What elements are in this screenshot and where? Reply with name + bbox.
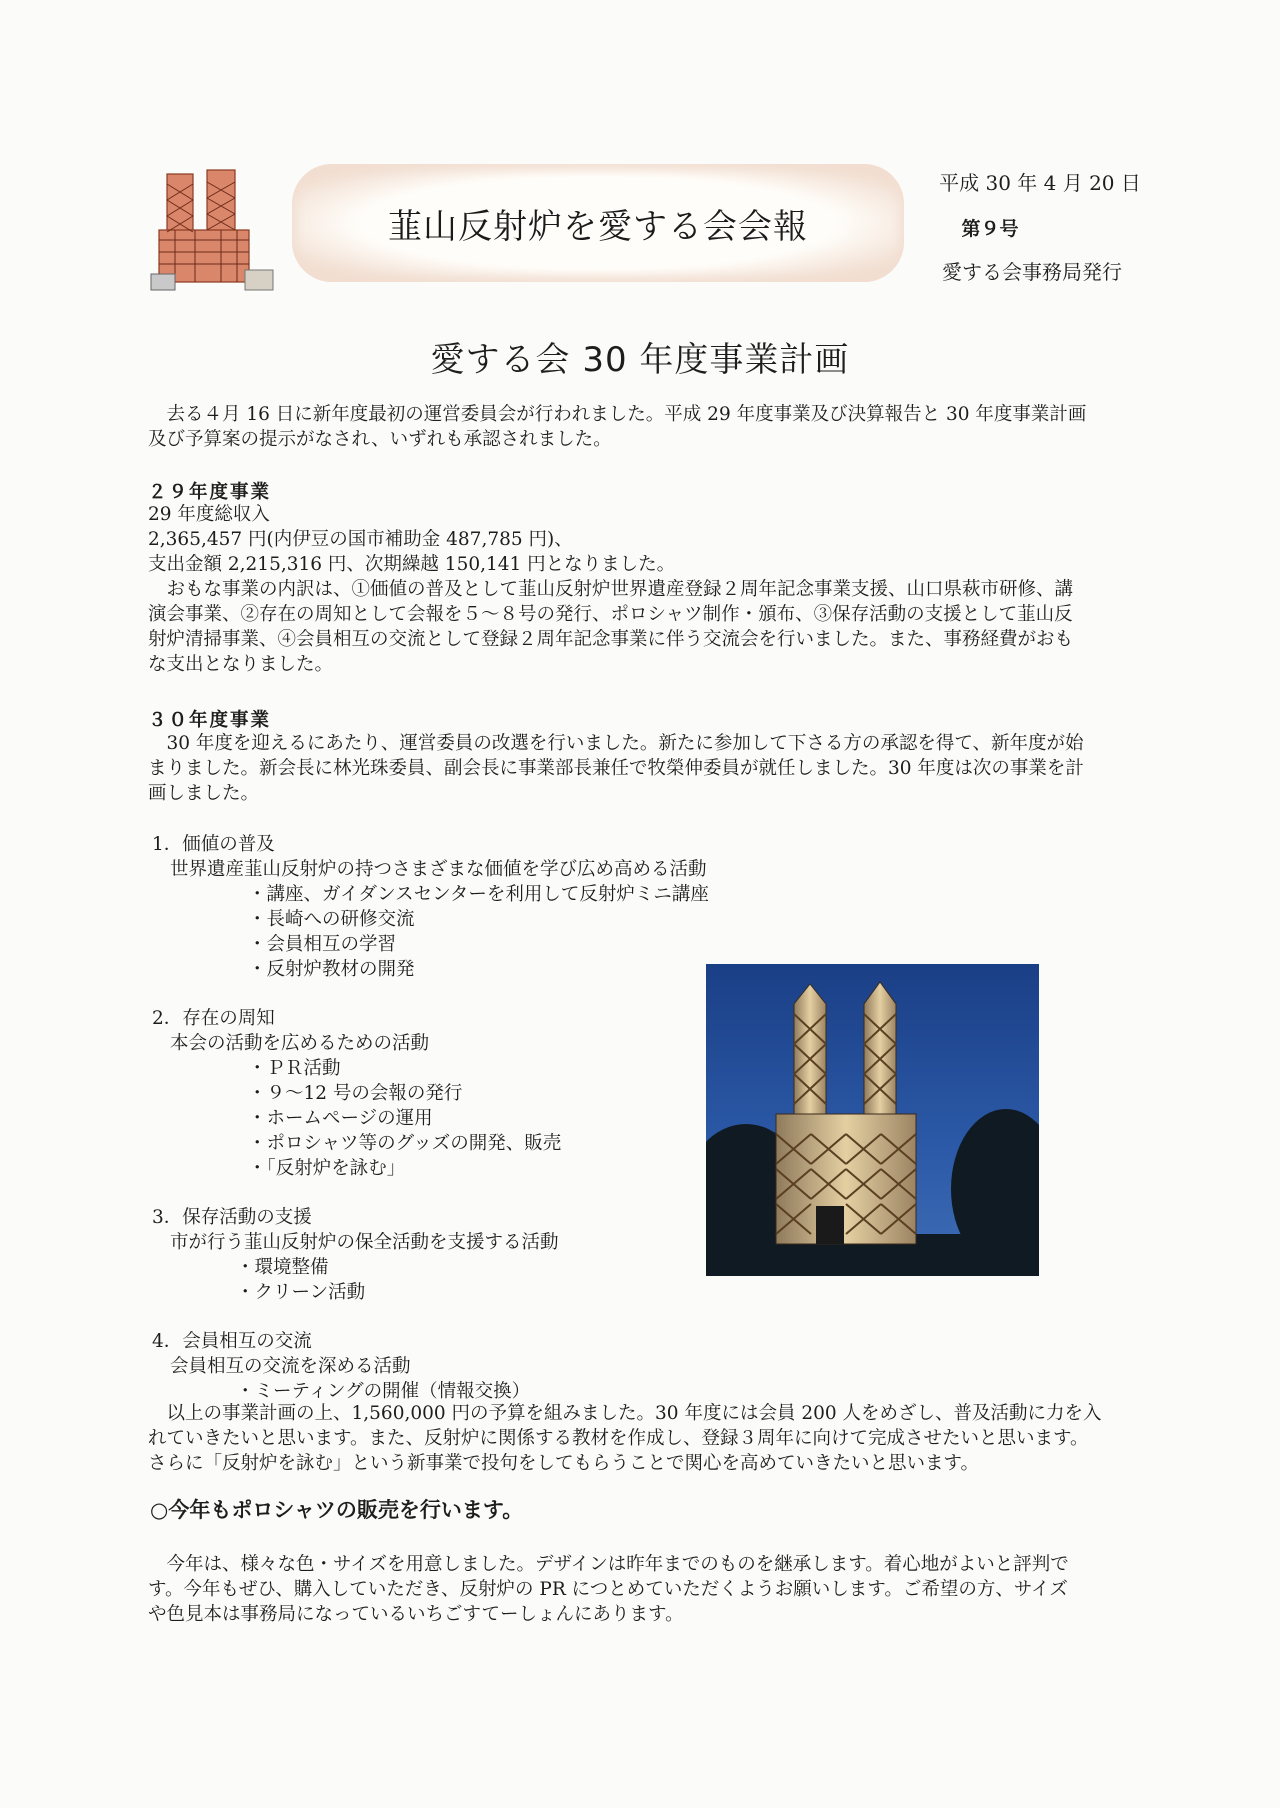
section-29-line: 支出金額 2,215,316 円、次期繰越 150,141 円となりました。: [148, 554, 676, 575]
closing-line: れていきたいと思います。また、反射炉に関係する教材を作成し、登録３周年に向けて完成させたいと思います。: [148, 1428, 1089, 1449]
newsletter-title: 韮山反射炉を愛する会会報: [388, 206, 808, 247]
polo-line: 今年は、様々な色・サイズを用意しました。デザインは昨年までのものを継承します。着心地がよいと評判で: [148, 1554, 1069, 1575]
plan-3-item: ・環境整備: [236, 1257, 329, 1278]
plan-1-description: 世界遺産韮山反射炉の持つさまざまな価値を学び広め高める活動: [170, 859, 707, 880]
plan-2-item: ・「反射炉を詠む」: [248, 1158, 406, 1179]
polo-line: す。今年もぜひ、購入していただき、反射炉の PR につとめていただくようお願いします。ご希望の方、サイズ: [148, 1579, 1068, 1600]
section-29-heading: ２９年度事業: [148, 482, 272, 503]
plan-3-item: ・クリーン活動: [236, 1282, 366, 1303]
section-30-line: まりました。新会長に林光珠委員、副会長に事業部長兼任で牧榮伸委員が就任しました。30 年度は次の事業を計: [148, 758, 1084, 779]
plan-1-item: ・会員相互の学習: [248, 934, 397, 955]
intro-paragraph: [148, 402, 1138, 452]
intro-line: 去る４月 16 日に新年度最初の運営委員会が行われました。平成 29 年度事業及び決算報告と 30 年度事業計画: [148, 404, 1087, 425]
section-29-line: な支出となりました。: [148, 654, 334, 675]
plan-3-description: 市が行う韮山反射炉の保全活動を支援する活動: [170, 1232, 559, 1253]
closing-line: 以上の事業計画の上、1,560,000 円の予算を組みました。30 年度には会員 200 人をめざし、普及活動に力を入: [148, 1403, 1102, 1424]
plan-4-number: 4．会員相互の交流: [152, 1331, 312, 1352]
plan-4-item: ・ミーティングの開催（情報交換）: [236, 1381, 531, 1402]
section-29-line: おもな事業の内訳は、①価値の普及として韮山反射炉世界遺産登録２周年記念事業支援、山口県萩市研修、講: [148, 579, 1074, 600]
plan-2-item: ・ホームページの運用: [248, 1108, 433, 1129]
closing-paragraph: [148, 1401, 1138, 1476]
intro-line: 及び予算案の提示がなされ、いずれも承認されました。: [148, 429, 612, 450]
main-title: 愛する会 30 年度事業計画: [430, 340, 850, 380]
polo-heading: ○今年もポロシャツの販売を行います。: [150, 1498, 524, 1522]
section-29-line: 2,365,457 円(内伊豆の国市補助金 487,785 円)、: [148, 529, 573, 550]
plan-1-item: ・反射炉教材の開発: [248, 959, 415, 980]
publisher: 愛する会事務局発行: [942, 260, 1122, 284]
section-29-line: 射炉清掃事業、④会員相互の交流として登録２周年記念事業に伴う交流会を行いました。また、事務経費がおも: [148, 629, 1074, 650]
newsletter-title-box: [292, 164, 904, 282]
plan-2-item: ・ＰＲ活動: [248, 1058, 341, 1079]
reflector-furnace-photo: [706, 964, 1039, 1276]
plan-2-description: 本会の活動を広めるための活動: [170, 1033, 430, 1054]
plan-2-item: ・９～12 号の会報の発行: [248, 1083, 463, 1104]
issue-date: 平成 30 年 4 月 20 日: [939, 171, 1141, 195]
plan-1-number: 1．価値の普及: [152, 834, 275, 855]
section-30-line: 画しました。: [148, 783, 260, 804]
plan-1-item: ・講座、ガイダンスセンターを利用して反射炉ミニ講座: [248, 884, 709, 905]
section-29-body: [148, 502, 1138, 677]
polo-line: や色見本は事務局になっているいちごすてーしょんにあります。: [148, 1604, 684, 1625]
plan-2-number: 2．存在の周知: [152, 1008, 275, 1029]
issue-number: 第９号: [961, 218, 1019, 240]
plan-1-item: ・長崎への研修交流: [248, 909, 415, 930]
closing-line: さらに「反射炉を詠む」という新事業で投句をしてもらうことで関心を高めていきたいと思います。: [148, 1453, 980, 1474]
section-30-heading: ３０年度事業: [148, 710, 272, 731]
plan-4-description: 会員相互の交流を深める活動: [170, 1356, 411, 1377]
section-30-line: 30 年度を迎えるにあたり、運営委員の改選を行いました。新たに参加して下さる方の承認を得て、新年度が始: [148, 733, 1084, 754]
plan-3-number: 3．保存活動の支援: [152, 1207, 312, 1228]
plan-2-item: ・ポロシャツ等のグッズの開発、販売: [248, 1133, 562, 1154]
section-30-body: [148, 731, 1138, 806]
polo-paragraph: [148, 1552, 1138, 1627]
section-29-line: 29 年度総収入: [148, 504, 270, 525]
section-29-line: 演会事業、②存在の周知として会報を５～８号の発行、ポロシャツ制作・頒布、③保存活動の支援として韮山反: [148, 604, 1073, 625]
reflector-furnace-logo: [145, 160, 279, 294]
